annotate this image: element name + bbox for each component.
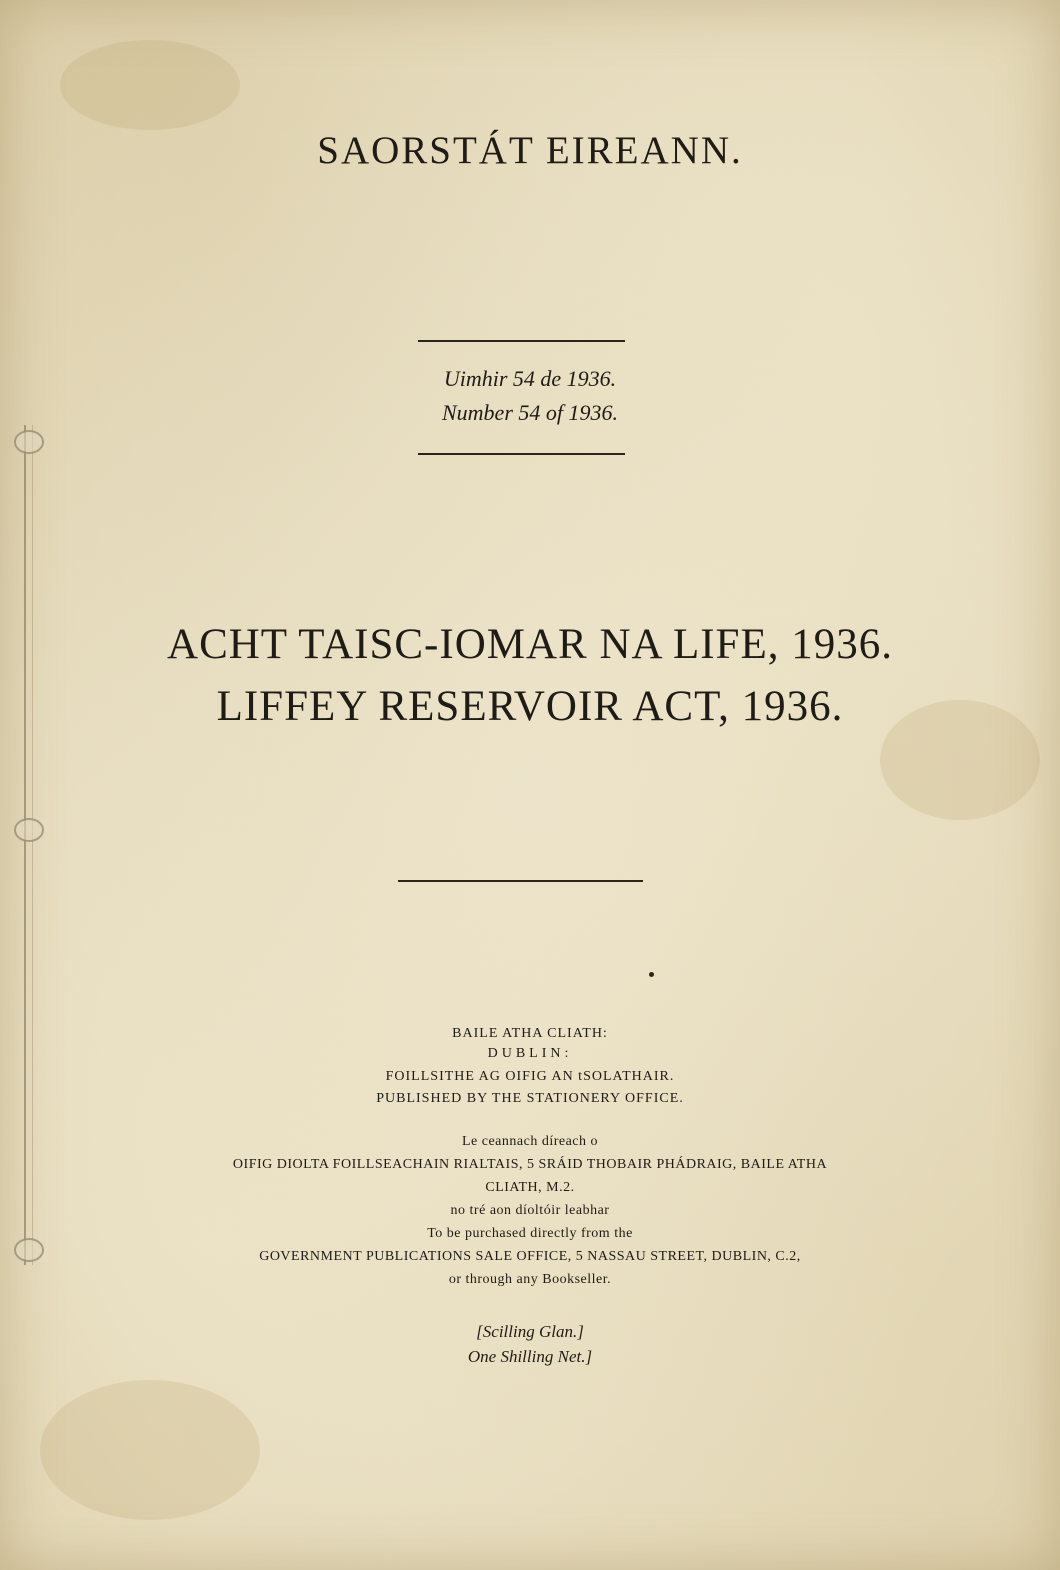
binding-stitch	[14, 818, 44, 842]
divider-rule	[418, 453, 625, 455]
purchase-office-irish: OIFIG DIOLTA FOILLSEACHAIN RIALTAIS, 5 SRÁID THOBAIR PHÁDRAIG, BAILE ATHA	[232, 1157, 828, 1172]
paper-stain	[60, 40, 240, 130]
country-heading: SAORSTÁT EIREANN.	[317, 129, 743, 172]
published-by-english: PUBLISHED BY THE STATIONERY OFFICE.	[376, 1091, 684, 1106]
price-english: One Shilling Net.]	[467, 1347, 593, 1366]
purchase-line: To be purchased directly from the	[427, 1226, 633, 1241]
published-by-irish: FOILLSITHE AG OIFIG AN tSOLATHAIR.	[385, 1069, 675, 1084]
ornament-dot	[649, 972, 654, 977]
binding-stitch	[14, 430, 44, 454]
price-irish: [Scilling Glan.]	[476, 1322, 584, 1341]
act-number-irish: Uimhir 54 de 1936.	[443, 366, 617, 391]
act-title-english: LIFFEY RESERVOIR ACT, 1936.	[216, 683, 844, 730]
act-number-english: Number 54 of 1936.	[442, 400, 618, 425]
publisher-city-irish: BAILE ATHA CLIATH:	[452, 1026, 608, 1041]
purchase-line: CLIATH, M.2.	[485, 1180, 575, 1195]
purchase-line: or through any Bookseller.	[448, 1272, 612, 1287]
purchase-office-english: GOVERNMENT PUBLICATIONS SALE OFFICE, 5 NASSAU STREET, DUBLIN, C.2,	[259, 1249, 801, 1264]
purchase-line: no tré aon díoltóir leabhar	[450, 1203, 610, 1218]
divider-rule	[398, 880, 643, 882]
publisher-city-english: DUBLIN:	[487, 1046, 573, 1061]
purchase-line: Le ceannach díreach o	[461, 1134, 599, 1149]
divider-rule	[418, 340, 625, 342]
act-title-irish: ACHT TAISC-IOMAR NA LIFE, 1936.	[167, 621, 893, 668]
paper-stain	[40, 1380, 260, 1520]
